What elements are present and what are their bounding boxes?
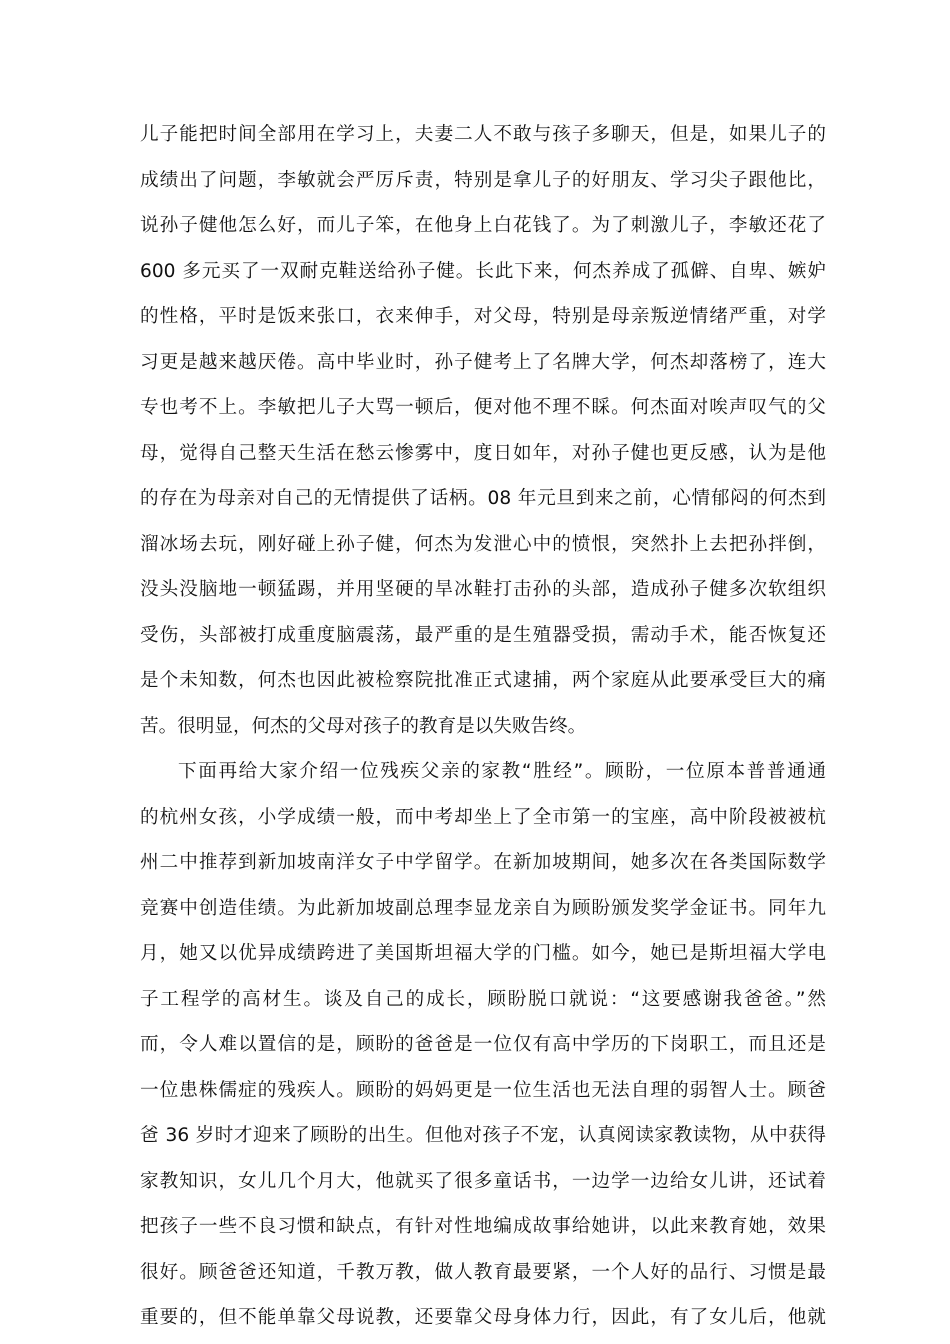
paragraph-2 [140,749,826,1341]
text-line: 爸 36 岁时才迎来了顾盼的出生。但他对孩子不宠，认真阅读家教读物，从中获得 [140,1125,826,1146]
text-line: 的性格，平时是饭来张口，衣来伸手，对父母，特别是母亲叛逆情绪严重，对学 [140,306,826,327]
text-line: 一位患株儒症的残疾人。顾盼的妈妈更是一位生活也无法自理的弱智人士。顾爸 [140,1079,826,1101]
text-line: 习更是越来越厌倦。高中毕业时，孙子健考上了名牌大学，何杰却落榜了，连大 [140,351,826,373]
text-line: 的杭州女孩，小学成绩一般，而中考却坐上了全市第一的宝座，高中阶段被被杭 [140,806,826,828]
text-line: 受伤，头部被打成重度脑震荡，最严重的是生殖器受损，需动手术，能否恢复还 [140,624,826,646]
text-line: 把孩子一些不良习惯和缺点，有针对性地编成故事给她讲，以此来教育她，效果 [140,1216,826,1237]
text-line: 说孙子健他怎么好，而儿子笨，在他身上白花钱了。为了刺激儿子，李敏还花了 [140,215,826,236]
text-line: 下面再给大家介绍一位残疾父亲的家教“胜经”。顾盼，一位原本普普通通 [178,761,826,782]
text-line: 月，她又以优异成绩跨进了美国斯坦福大学的门槛。如今，她已是斯坦福大学电 [140,943,826,964]
text-line: 没头没脑地一顿猛踢，并用坚硬的旱冰鞋打击孙的头部，造成孙子健多次软组织 [140,579,826,600]
text-line: 家教知识，女儿几个月大，他就买了很多童话书，一边学一边给女儿讲，还试着 [140,1170,826,1192]
text-line: 竞赛中创造佳绩。为此新加坡副总理李显龙亲自为顾盼颁发奖学金证书。同年九 [140,897,826,919]
text-line: 子工程学的高材生。谈及自己的成长，顾盼脱口就说：“这要感谢我爸爸。”然 [140,988,826,1010]
text-line: 重要的，但不能单靠父母说教，还要靠父母身体力行，因此，有了女儿后，他就 [140,1307,826,1328]
text-line: 溜冰场去玩，刚好碰上孙子健，何杰为发泄心中的愤恨，突然扑上去把孙拌倒， [140,533,826,555]
text-line: 的存在为母亲对自己的无情提供了话柄。08 年元旦到来之前，心情郁闷的何杰到 [140,488,826,509]
paragraph-1 [140,112,826,749]
text-line: 母，觉得自己整天生活在愁云惨雾中，度日如年，对孙子健也更反感，认为是他 [140,442,826,464]
text-line: 很好。顾爸爸还知道，千教万教，做人教育最要紧，一个人好的品行、习惯是最 [140,1261,826,1283]
text-line: 成绩出了问题，李敏就会严厉斥责，特别是拿儿子的好朋友、学习尖子跟他比， [140,169,826,191]
text-line: 600 多元买了一双耐克鞋送给孙子健。长此下来，何杰养成了孤僻、自卑、嫉妒 [140,260,826,282]
text-line: 儿子能把时间全部用在学习上，夫妻二人不敢与孩子多聊天，但是，如果儿子的 [140,124,826,145]
text-line: 州二中推荐到新加坡南洋女子中学留学。在新加坡期间，她多次在各类国际数学 [140,852,826,873]
text-line: 苦。很明显，何杰的父母对孩子的教育是以失败告终。 [140,715,587,737]
body-text [140,112,826,1341]
text-line: 是个未知数，何杰也因此被检察院批准正式逮捕，两个家庭从此要承受巨大的痛 [140,670,826,691]
text-line: 专也考不上。李敏把儿子大骂一顿后，便对他不理不睬。何杰面对唉声叹气的父 [140,397,826,418]
text-line: 而，令人难以置信的是，顾盼的爸爸是一位仅有高中学历的下岗职工，而且还是 [140,1034,826,1055]
